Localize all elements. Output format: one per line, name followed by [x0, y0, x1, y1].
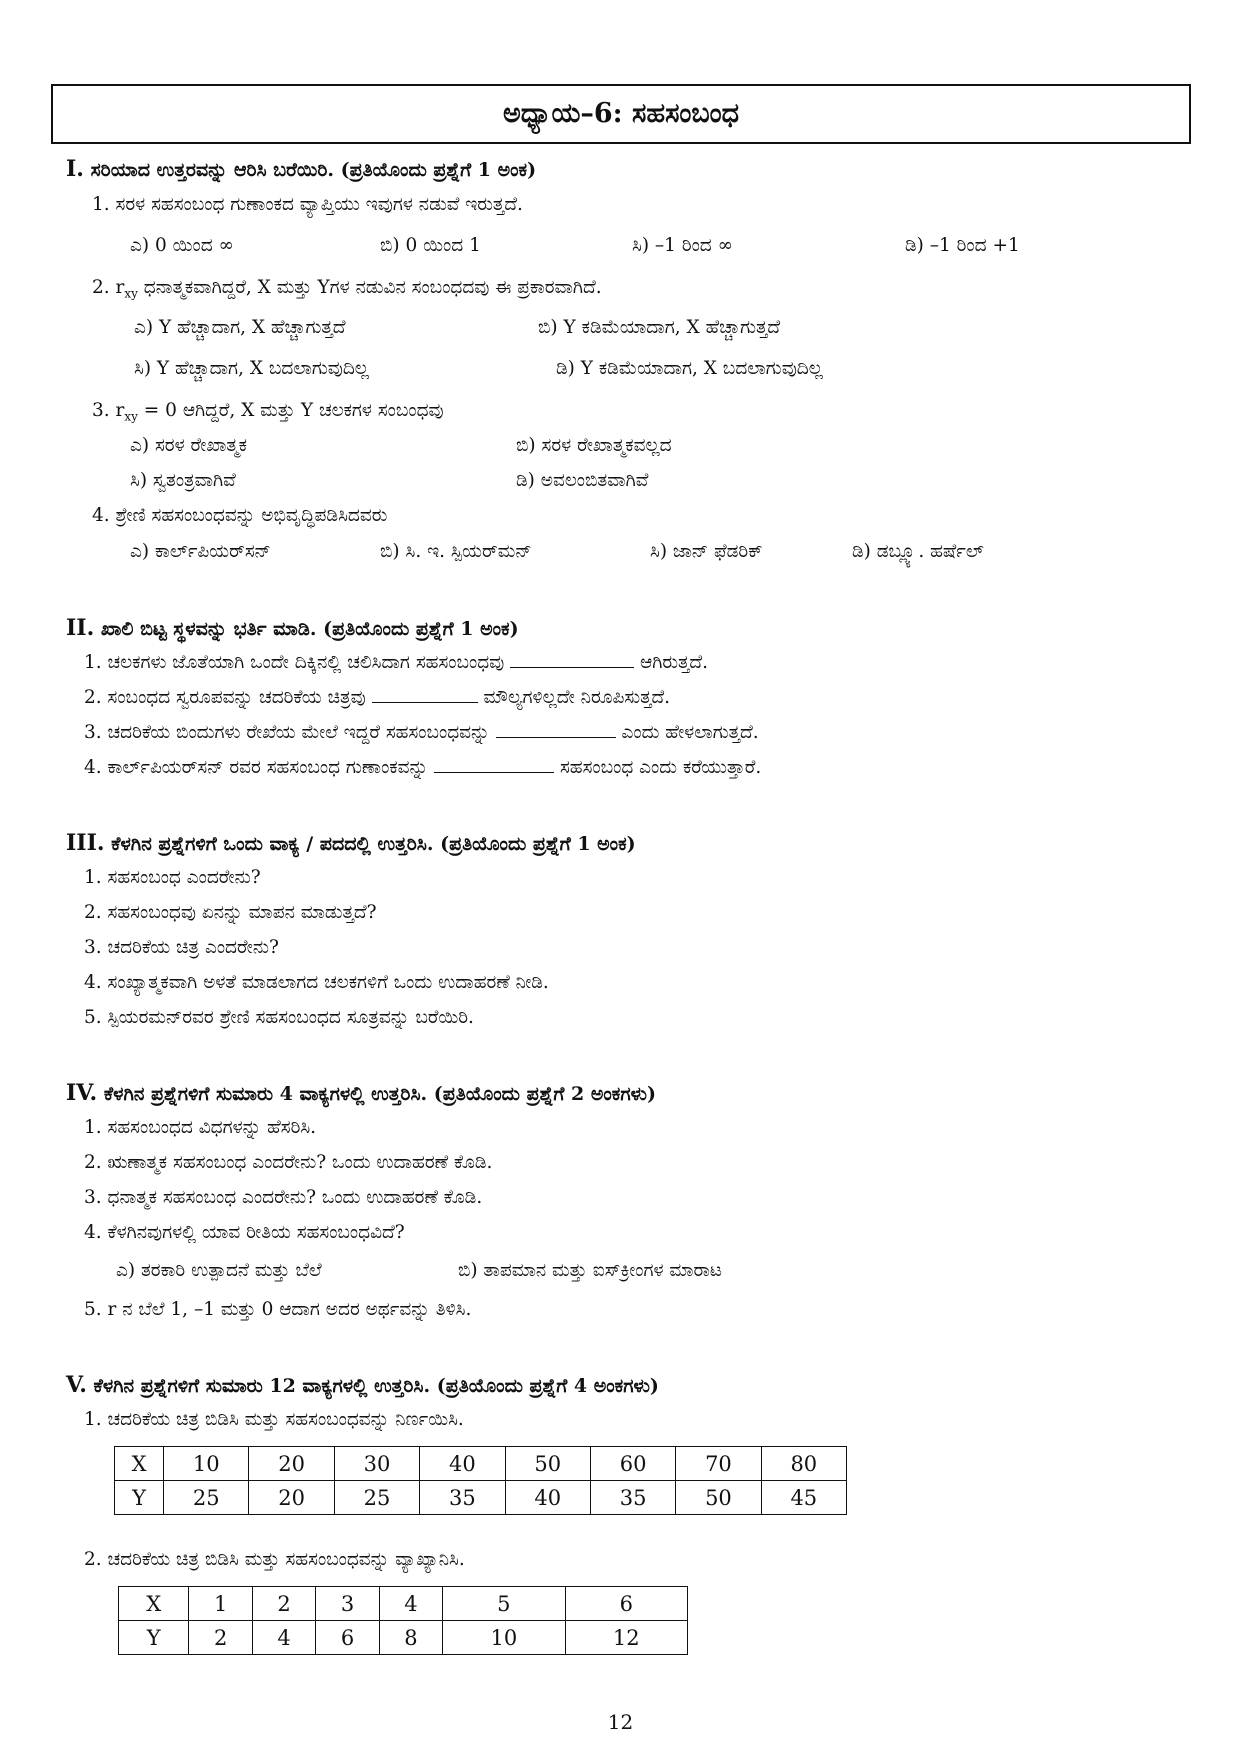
table-row-y — [115, 1481, 847, 1515]
option: ಬಿ) Y ಕಡಿಮೆಯಾದಾಗ, X ಹೆಚ್ಚಾಗುತ್ತದೆ — [538, 317, 781, 338]
option: ಸಿ) ಜಾನ್ ಫೆಡರಿಕ್ — [650, 541, 763, 562]
question-4-3: 3. ಧನಾತ್ಮಕ ಸಹಸಂಬಂಧ ಎಂದರೇನು? ಒಂದು ಉದಾಹರಣೆ ಕೊಡಿ. — [84, 1187, 483, 1208]
table-cell: 4 — [252, 1621, 315, 1655]
table-cell: 2 — [252, 1587, 315, 1621]
answer-blank — [434, 758, 554, 773]
table-cell: 45 — [761, 1481, 846, 1515]
table-cell: 60 — [590, 1447, 675, 1481]
section-heading-1: I. ಸರಿಯಾದ ಉತ್ತರವನ್ನು ಆರಿಸಿ ಬರೆಯಿರಿ. (ಪ್ರತಿಯೊಂದು ಪ್ರಶ್ನೆಗೆ 1 ಅಂಕ) — [66, 156, 537, 182]
option: ಎ) Y ಹೆಚ್ಚಾದಾಗ, X ಹೆಚ್ಚಾಗುತ್ತದೆ — [134, 317, 346, 338]
row-label: Y — [119, 1621, 189, 1655]
question-1-3: 3. $r_{xy} = 0$ ಆಗಿದ್ದರೆ, X ಮತ್ತು Y ಚಲಕಗಳ ಸಂಬಂಧವು — [92, 400, 444, 424]
chapter-title — [51, 84, 1191, 144]
table-cell: 6 — [316, 1621, 379, 1655]
section-heading-2: II. ಖಾಲಿ ಬಿಟ್ಟ ಸ್ಥಳವನ್ನು ಭರ್ತಿ ಮಾಡಿ. (ಪ್ರತಿಯೊಂದು ಪ್ರಶ್ನೆಗೆ 1 ಅಂಕ) — [66, 615, 519, 641]
option: ಬಿ) 0 ಯಿಂದ 1 — [380, 235, 481, 256]
table-cell: 50 — [676, 1481, 761, 1515]
table-cell: 6 — [565, 1587, 687, 1621]
table-cell: 35 — [420, 1481, 505, 1515]
option: ಡಿ) Y ಕಡಿಮೆಯಾದಾಗ, X ಬದಲಾಗುವುದಿಲ್ಲ — [556, 358, 823, 379]
page-number: 12 — [607, 1710, 634, 1734]
row-label: X — [119, 1587, 189, 1621]
table-cell: 4 — [379, 1587, 442, 1621]
answer-blank — [496, 723, 616, 738]
table-cell: 12 — [565, 1621, 687, 1655]
question-3-1: 1. ಸಹಸಂಬಂಧ ಎಂದರೇನು? — [84, 867, 261, 888]
data-table-2 — [118, 1586, 688, 1655]
option: ಡಿ) ಡಬ್ಲ್ಯೂ. ಹರ್ಷೆಲ್ — [852, 541, 984, 562]
table-cell: 35 — [590, 1481, 675, 1515]
section-heading-4: IV. ಕೆಳಗಿನ ಪ್ರಶ್ನೆಗಳಿಗೆ ಸುಮಾರು 4 ವಾಕ್ಯಗಳಲ್ಲಿ ಉತ್ತರಿಸಿ. (ಪ್ರತಿಯೊಂದು ಪ್ರಶ್ನೆಗೆ 2 ಅಂಕಗಳು) — [66, 1080, 656, 1106]
question-1-4: 4. ಶ್ರೇಣಿ ಸಹಸಂಬಂಧವನ್ನು ಅಭಿವೃದ್ಧಿಪಡಿಸಿದವರು — [92, 505, 388, 526]
question-1-1: 1. ಸರಳ ಸಹಸಂಬಂಧ ಗುಣಾಂಕದ ವ್ಯಾಪ್ತಿಯು ಇವುಗಳ ನಡುವೆ ಇರುತ್ತದೆ. — [92, 194, 523, 215]
option: ಎ) 0 ಯಿಂದ ∞ — [130, 235, 234, 256]
question-3-2: 2. ಸಹಸಂಬಂಧವು ಏನನ್ನು ಮಾಪನ ಮಾಡುತ್ತದೆ? — [84, 902, 377, 923]
option: ಎ) ಸರಳ ರೇಖಾತ್ಮಕ — [130, 435, 248, 456]
table-cell: 70 — [676, 1447, 761, 1481]
question-5-1: 1. ಚದರಿಕೆಯ ಚಿತ್ರ ಬಿಡಿಸಿ ಮತ್ತು ಸಹಸಂಬಂಧವನ್ನು ನಿರ್ಣಯಿಸಿ. — [84, 1409, 464, 1430]
question-1-2: 2. $r_{xy}$ ಧನಾತ್ಮಕವಾಗಿದ್ದರೆ, X ಮತ್ತು Yಗಳ ನಡುವಿನ ಸಂಬಂಧದವು ಈ ಪ್ರಕಾರವಾಗಿದೆ. — [92, 277, 602, 301]
question-5-2: 2. ಚದರಿಕೆಯ ಚಿತ್ರ ಬಿಡಿಸಿ ಮತ್ತು ಸಹಸಂಬಂಧವನ್ನು ವ್ಯಾಖ್ಯಾನಿಸಿ. — [84, 1549, 465, 1570]
option: ಎ) ಕಾರ್ಲ್‌ಪಿಯರ್‌ಸನ್ — [130, 541, 271, 562]
table-cell: 25 — [164, 1481, 249, 1515]
option: ಸಿ) –1 ರಿಂದ ∞ — [632, 235, 734, 256]
table-cell: 30 — [334, 1447, 419, 1481]
section-heading-3: III. ಕೆಳಗಿನ ಪ್ರಶ್ನೆಗಳಿಗೆ ಒಂದು ವಾಕ್ಯ / ಪದದಲ್ಲಿ ಉತ್ತರಿಸಿ. (ಪ್ರತಿಯೊಂದು ಪ್ರಶ್ನೆಗೆ 1 ಅಂಕ) — [66, 830, 636, 856]
option: ಬಿ) ಸಿ. ಇ. ಸ್ಪಿಯರ್‌ಮನ್ — [380, 541, 532, 562]
table-cell: 3 — [316, 1587, 379, 1621]
option: ಸಿ) ಸ್ವತಂತ್ರವಾಗಿವೆ — [130, 470, 236, 491]
question-3-4: 4. ಸಂಖ್ಯಾತ್ಮಕವಾಗಿ ಅಳತೆ ಮಾಡಲಾಗದ ಚಲಕಗಳಿಗೆ ಒಂದು ಉದಾಹರಣೆ ನೀಡಿ. — [84, 972, 549, 993]
table-cell: 25 — [334, 1481, 419, 1515]
question-4-1: 1. ಸಹಸಂಬಂಧದ ವಿಧಗಳನ್ನು ಹೆಸರಿಸಿ. — [84, 1117, 317, 1138]
option: ಡಿ) –1 ರಿಂದ +1 — [905, 235, 1020, 256]
table-cell: 2 — [189, 1621, 252, 1655]
question-3-5: 5. ಸ್ಪಿಯರಮನ್‌ರವರ ಶ್ರೇಣಿ ಸಹಸಂಬಂಧದ ಸೂತ್ರವನ್ನು ಬರೆಯಿರಿ. — [84, 1007, 474, 1028]
row-label: X — [115, 1447, 164, 1481]
option: ಬಿ) ತಾಪಮಾನ ಮತ್ತು ಐಸ್‌ಕ್ರೀಂಗಳ ಮಾರಾಟ — [458, 1260, 722, 1281]
option: ಸಿ) Y ಹೆಚ್ಚಾದಾಗ, X ಬದಲಾಗುವುದಿಲ್ಲ — [134, 358, 369, 379]
table-cell: 40 — [420, 1447, 505, 1481]
question-4-5: 5. r ನ ಬೆಲೆ 1, –1 ಮತ್ತು 0 ಆದಾಗ ಅದರ ಅರ್ಥವನ್ನು ತಿಳಿಸಿ. — [84, 1299, 472, 1320]
table-cell: 40 — [505, 1481, 590, 1515]
table-cell: 50 — [505, 1447, 590, 1481]
table-cell: 10 — [443, 1621, 565, 1655]
question-3-3: 3. ಚದರಿಕೆಯ ಚಿತ್ರ ಎಂದರೇನು? — [84, 937, 279, 958]
option: ಎ) ತರಕಾರಿ ಉತ್ಪಾದನೆ ಮತ್ತು ಬೆಲೆ — [116, 1260, 322, 1281]
table-cell: 20 — [249, 1447, 334, 1481]
table-cell: 1 — [189, 1587, 252, 1621]
option: ಬಿ) ಸರಳ ರೇಖಾತ್ಮಕವಲ್ಲದ — [516, 435, 672, 456]
chapter-title-text: ಅಧ್ಯಾಯ–6: ಸಹಸಂಬಂಧ — [502, 98, 740, 129]
fill-blank-2: 2. ಸಂಬಂಧದ ಸ್ವರೂಪವನ್ನು ಚದರಿಕೆಯ ಚಿತ್ರವು ಮೌಲ್ಯಗಳಿಲ್ಲದೇ ನಿರೂಪಿಸುತ್ತದೆ. — [84, 687, 671, 708]
row-label: Y — [115, 1481, 164, 1515]
table-row-x — [119, 1587, 688, 1621]
option: ಡಿ) ಅವಲಂಬಿತವಾಗಿವೆ — [516, 470, 649, 491]
answer-blank — [372, 688, 478, 703]
answer-blank — [510, 653, 634, 668]
section-heading-5: V. ಕೆಳಗಿನ ಪ್ರಶ್ನೆಗಳಿಗೆ ಸುಮಾರು 12 ವಾಕ್ಯಗಳಲ್ಲಿ ಉತ್ತರಿಸಿ. (ಪ್ರತಿಯೊಂದು ಪ್ರಶ್ನೆಗೆ 4 ಅಂಕಗಳು) — [66, 1372, 659, 1398]
table-row-x — [115, 1447, 847, 1481]
table-cell: 5 — [443, 1587, 565, 1621]
table-cell: 80 — [761, 1447, 846, 1481]
table-cell: 20 — [249, 1481, 334, 1515]
data-table-1 — [114, 1446, 847, 1515]
question-4-4: 4. ಕೆಳಗಿನವುಗಳಲ್ಲಿ ಯಾವ ರೀತಿಯ ಸಹಸಂಬಂಧವಿದೆ? — [84, 1222, 405, 1243]
fill-blank-3: 3. ಚದರಿಕೆಯ ಬಿಂದುಗಳು ರೇಖೆಯ ಮೇಲೆ ಇದ್ದರೆ ಸಹಸಂಬಂಧವನ್ನು ಎಂದು ಹೇಳಲಾಗುತ್ತದೆ. — [84, 722, 759, 743]
table-cell: 10 — [164, 1447, 249, 1481]
table-cell: 8 — [379, 1621, 442, 1655]
question-4-2: 2. ಋಣಾತ್ಮಕ ಸಹಸಂಬಂಧ ಎಂದರೇನು? ಒಂದು ಉದಾಹರಣೆ ಕೊಡಿ. — [84, 1152, 493, 1173]
fill-blank-4: 4. ಕಾರ್ಲ್‌ಪಿಯರ್‌ಸನ್ ರವರ ಸಹಸಂಬಂಧ ಗುಣಾಂಕವನ್ನು ಸಹಸಂಬಂಧ ಎಂದು ಕರೆಯುತ್ತಾರೆ. — [84, 757, 762, 778]
fill-blank-1: 1. ಚಲಕಗಳು ಜೊತೆಯಾಗಿ ಒಂದೇ ದಿಕ್ಕಿನಲ್ಲಿ ಚಲಿಸಿದಾಗ ಸಹಸಂಬಂಧವು ಆಗಿರುತ್ತದೆ. — [84, 652, 708, 673]
table-row-y — [119, 1621, 688, 1655]
